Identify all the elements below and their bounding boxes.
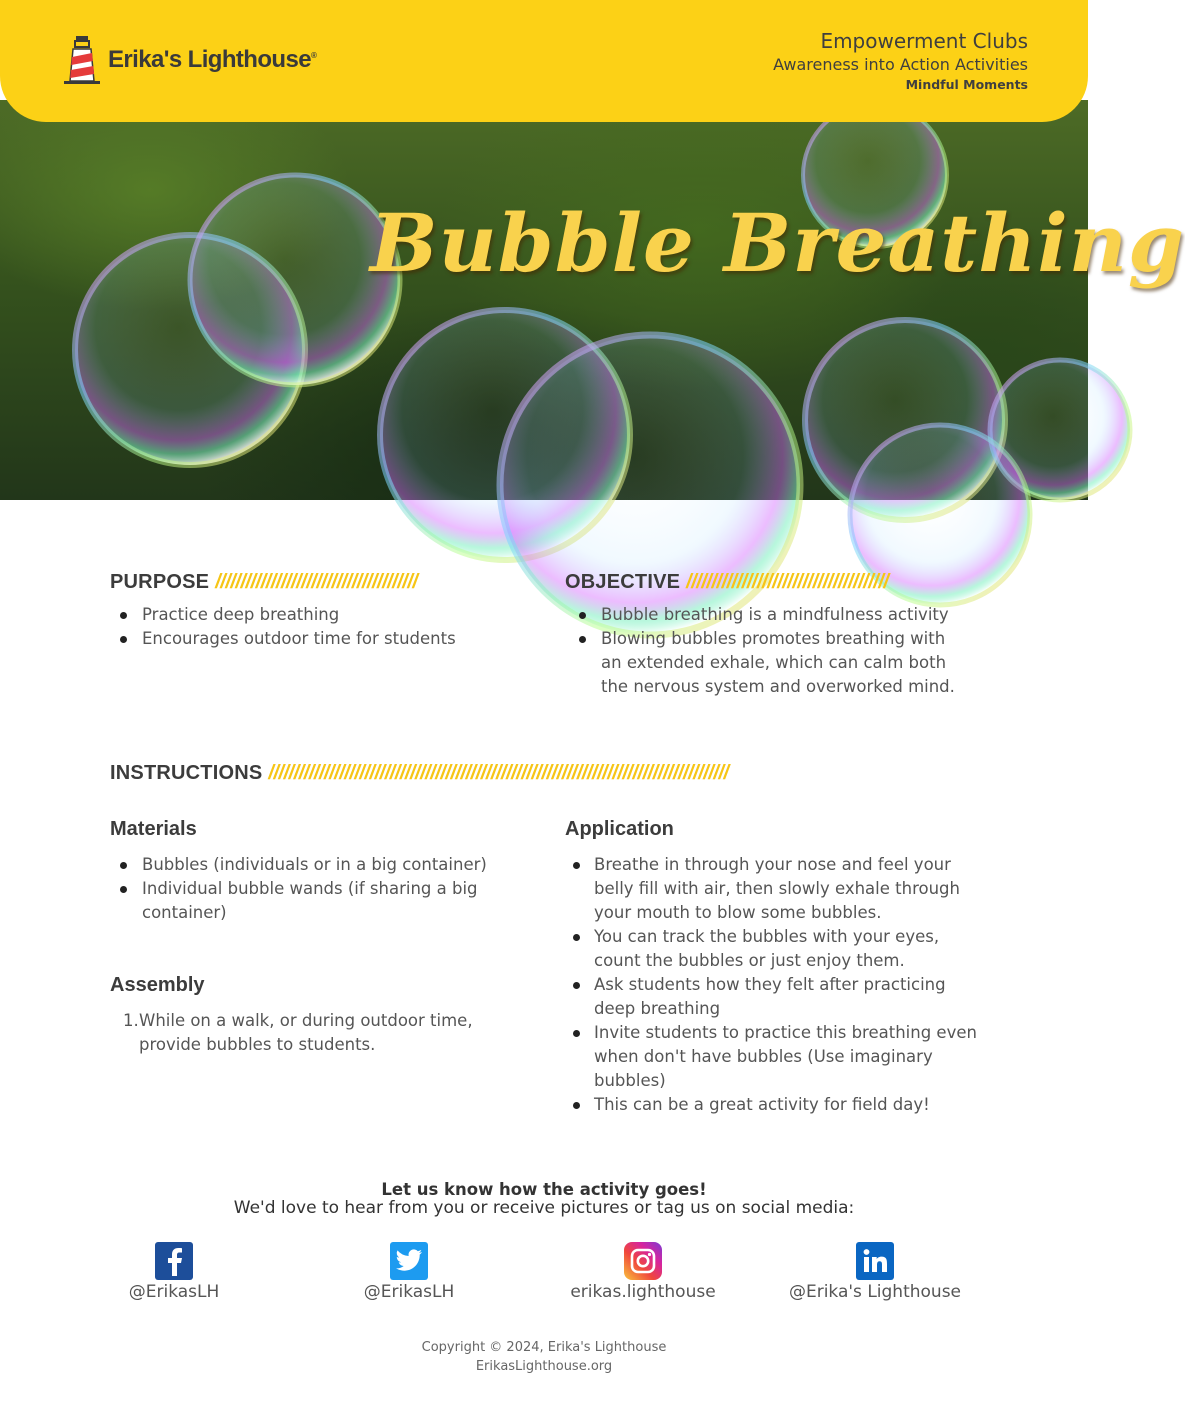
brand-logo[interactable] [62, 34, 316, 86]
list-item: Bubble breathing is a mindfulness activity [569, 603, 969, 627]
purpose-list [110, 603, 530, 651]
list-item: Blowing bubbles promotes breathing with an extended exhale, which can calm both the nervous system and overworked mind. [569, 627, 969, 699]
activity-category: Mindful Moments [905, 77, 1028, 92]
assembly-heading: Assembly [110, 974, 205, 996]
objective-heading: OBJECTIVE //////////////////////////////////////// [565, 571, 889, 593]
social-facebook[interactable] [84, 1242, 264, 1302]
instagram-icon[interactable] [624, 1242, 662, 1280]
activity-title: Bubble Breathing [370, 196, 1185, 290]
facebook-icon[interactable] [155, 1242, 193, 1280]
list-item: Practice deep breathing [110, 603, 530, 627]
program-subtitle: Awareness into Action Activities [773, 55, 1028, 74]
linkedin-icon[interactable] [856, 1242, 894, 1280]
objective-list [569, 603, 969, 699]
social-handle[interactable]: @ErikasLH [128, 1282, 220, 1302]
social-handle[interactable]: erikas.lighthouse [570, 1282, 716, 1302]
social-instagram[interactable] [553, 1242, 733, 1302]
purpose-heading: PURPOSE //////////////////////////////////////// [110, 571, 418, 593]
twitter-icon[interactable] [390, 1242, 428, 1280]
social-twitter[interactable] [319, 1242, 499, 1302]
list-item: Individual bubble wands (if sharing a big container) [110, 877, 520, 925]
list-item: You can track the bubbles with your eyes, count the bubbles or just enjoy them. [569, 925, 984, 973]
hero-image [0, 100, 1185, 500]
website-link[interactable]: ErikasLighthouse.org [475, 1359, 613, 1374]
assembly-list [110, 1009, 530, 1057]
list-item: Invite students to practice this breathing even when don't have bubbles (Use imaginary bubbles) [569, 1021, 984, 1093]
social-handle[interactable]: @Erika's Lighthouse [788, 1282, 962, 1302]
list-item: Ask students how they felt after practicing deep breathing [569, 973, 984, 1021]
application-heading: Application [565, 818, 674, 840]
brand-name: Erika's Lighthouse® [108, 46, 317, 73]
copyright-text: Copyright © 2024, Erika's Lighthouse [421, 1340, 667, 1355]
instructions-heading: INSTRUCTIONS /////////////////////////////////////////////////////////////////////////////////////////// [110, 762, 729, 784]
list-item: Bubbles (individuals or in a big container) [110, 853, 520, 877]
social-handle[interactable]: @ErikasLH [363, 1282, 455, 1302]
materials-list [110, 853, 520, 925]
social-linkedin[interactable] [785, 1242, 965, 1302]
bubbles-illustration [0, 100, 1088, 500]
list-item: This can be a great activity for field day! [569, 1093, 984, 1117]
list-item: Encourages outdoor time for students [110, 627, 530, 651]
lighthouse-icon [62, 34, 102, 86]
list-item: Breathe in through your nose and feel your belly fill with air, then slowly exhale through your mouth to blow some bubbles. [569, 853, 984, 925]
materials-heading: Materials [110, 818, 197, 840]
feedback-heading: Let us know how the activity goes! [381, 1180, 707, 1199]
application-list [569, 853, 984, 1117]
program-title: Empowerment Clubs [820, 29, 1028, 53]
header-titles [773, 28, 1028, 93]
page-header [0, 0, 1088, 122]
list-item: 1. While on a walk, or during outdoor time, provide bubbles to students. [123, 1011, 473, 1054]
feedback-text: We'd love to hear from you or receive pictures or tag us on social media: [233, 1198, 855, 1218]
